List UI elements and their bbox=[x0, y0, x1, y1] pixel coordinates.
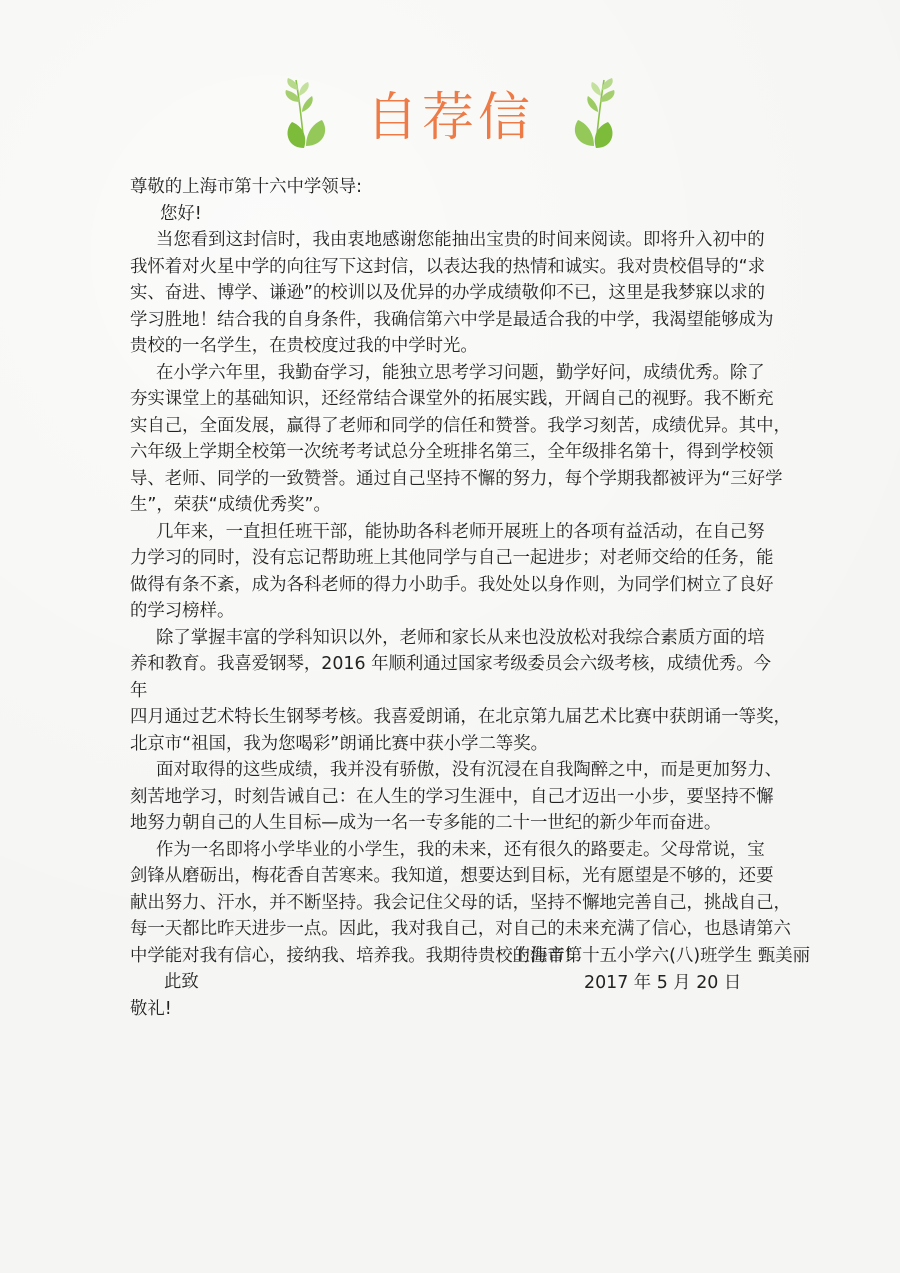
paragraph bbox=[130, 227, 806, 360]
paragraph bbox=[130, 625, 806, 758]
closing-cizhi: 此致 bbox=[164, 972, 199, 992]
paragraph-line: 刻苦地学习，时刻告诫自己：在人生的学习生涯中，自己才迈出一小步，要坚持不懈 bbox=[130, 786, 774, 807]
paragraph-line: 献出努力、汗水，并不断坚持。我会记住父母的话，坚持不懈地完善自己，挑战自己， bbox=[130, 892, 791, 913]
letter-body bbox=[130, 174, 806, 1022]
paragraph-line: 每一天都比昨天进步一点。因此，我对我自己，对自己的未来充满了信心，也恳请第六 bbox=[130, 919, 791, 939]
paragraph-line: 生”，荣获“成绩优秀奖”。 bbox=[130, 495, 331, 515]
paragraph-line: 导、老师、同学的一致赞誉。通过自己坚持不懈的努力，每个学期我都被评为“三好学 bbox=[130, 468, 783, 489]
page-title: 自荐信 bbox=[365, 87, 534, 148]
paragraph bbox=[130, 519, 806, 625]
paragraph-line: 除了掌握丰富的学科知识以外，老师和家长从来也没放松对我综合素质方面的培 bbox=[156, 627, 765, 648]
paragraph-line: 北京市“祖国，我为您喝彩”朗诵比赛中获小学二等奖。 bbox=[130, 733, 549, 754]
paragraph-line: 作为一名即将小学毕业的小学生，我的未来，还有很久的路要走。父母常说，宝 bbox=[156, 839, 765, 860]
paragraph-line: 面对取得的这些成绩，我并没有骄傲，没有沉浸在自我陶醉之中，而是更加努力、 bbox=[156, 760, 783, 780]
leaf-sprig-right-icon bbox=[562, 74, 618, 150]
salutation: 尊敬的上海市第十六中学领导: bbox=[130, 177, 362, 197]
paragraph-line: 当您看到这封信时，我由衷地感谢您能抽出宝贵的时间来阅读。即将升入初中的 bbox=[156, 230, 765, 250]
paragraph-line: 几年来，一直担任班干部，能协助各科老师开展班上的各项有益活动，在自己努 bbox=[156, 521, 765, 542]
paragraph-line: 中学能对我有信心，接纳我、培养我。我期待贵校的佳音! bbox=[130, 945, 572, 966]
paragraph-line: 实自己，全面发展，赢得了老师和同学的信任和赞誉。我学习刻苦，成绩优异。其中， bbox=[130, 415, 791, 436]
date: 2017 年 5 月 20 日 bbox=[584, 973, 742, 993]
paragraph bbox=[130, 757, 806, 837]
leaf-sprig-left-icon bbox=[282, 74, 338, 150]
paragraph-line: 夯实课堂上的基础知识，还经常结合课堂外的拓展实践，开阔自己的视野。我不断充 bbox=[130, 389, 774, 409]
paragraph-line: 做得有条不紊，成为各科老师的得力小助手。我处处以身作则，为同学们树立了良好 bbox=[130, 574, 774, 595]
paragraph-line: 年 bbox=[130, 680, 148, 701]
paragraph-line: 地努力朝自己的人生目标—成为一名一专多能的二十一世纪的新少年而奋进。 bbox=[130, 813, 722, 833]
paragraph-line: 四月通过艺术特长生钢琴考核。我喜爱朗诵，在北京第九届艺术比赛中获朗诵一等奖， bbox=[130, 707, 791, 727]
paragraph-line: 学习胜地！结合我的自身条件，我确信第六中学是最适合我的中学，我渴望能够成为 bbox=[130, 309, 774, 330]
signature: 上海市第十五小学六(八)班学生 甄美丽 bbox=[512, 946, 810, 966]
paragraph-line: 贵校的一名学生，在贵校度过我的中学时光。 bbox=[130, 336, 478, 356]
paragraph-line: 力学习的同时，没有忘记帮助班上其他同学与自己一起进步；对老师交给的任务，能 bbox=[130, 548, 774, 568]
paragraph-line: 在小学六年里，我勤奋学习，能独立思考学习问题，勤学好问，成绩优秀。除了 bbox=[156, 362, 765, 383]
closing-jingli: 敬礼! bbox=[130, 998, 172, 1019]
greeting: 您好! bbox=[160, 203, 202, 224]
paragraph bbox=[130, 360, 806, 519]
paragraphs bbox=[130, 227, 806, 969]
paragraph-line: 实、奋进、博学、谦逊”的校训以及优异的办学成绩敬仰不已，这里是我梦寐以求的 bbox=[130, 283, 766, 303]
paragraph-line: 我怀着对火星中学的向往写下这封信，以表达我的热情和诚实。我对贵校倡导的“求 bbox=[130, 256, 766, 277]
paragraph-line: 剑锋从磨砺出，梅花香自苦寒来。我知道，想要达到目标，光有愿望是不够的，还要 bbox=[130, 866, 774, 886]
paragraph-line: 六年级上学期全校第一次统考考试总分全班排名第三，全年级排名第十，得到学校领 bbox=[130, 442, 774, 462]
title-banner bbox=[0, 72, 900, 152]
paragraph-line: 的学习榜样。 bbox=[130, 601, 235, 621]
paragraph-line: 养和教育。我喜爱钢琴，2016 年顺利通过国家考级委员会六级考核，成绩优秀。今 bbox=[130, 654, 772, 674]
